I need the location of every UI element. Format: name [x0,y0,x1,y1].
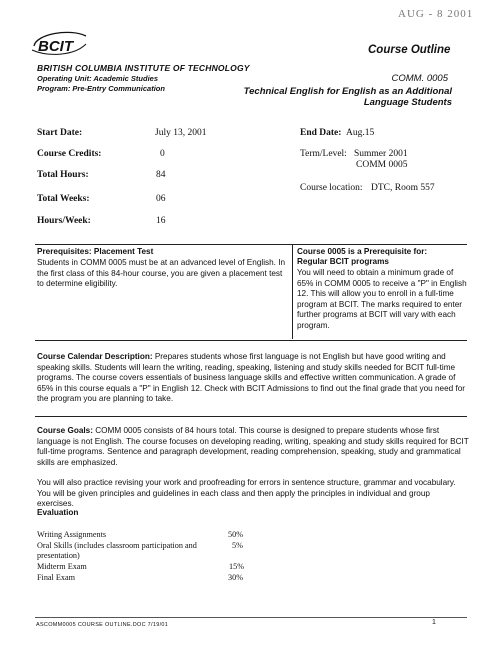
credits-label: Course Credits: [37,149,102,159]
location-label: Course location: [300,183,363,193]
total-weeks-value: 06 [156,194,166,204]
program-name: Program: Pre-Entry Communication [37,84,165,93]
prereq-for-body: You will need to obtain a minimum grade of 65% in COMM 0005 to receive a "P" in English 12. This will allow you to enroll in a full-time program at BCIT. The marks required to enter further programs at BCIT will vary with each program. [297,268,467,330]
term-course: COMM 0005 [356,160,408,170]
start-date-label: Start Date: [37,128,83,138]
prereq-for-subtitle: Regular BCIT programs [297,257,389,266]
column-divider [292,244,293,339]
eval-weight: 30% [228,573,244,582]
calendar-description [37,352,469,405]
hours-week-label: Hours/Week: [37,216,91,226]
operating-unit: Operating Unit: Academic Studies [37,74,158,83]
term-label: Term/Level: [300,149,347,159]
end-date-label: End Date: [300,128,342,138]
course-goals [37,426,469,468]
eval-item: Midterm Exam [37,562,87,571]
eval-weight: 5% [232,541,243,550]
start-date-value: July 13, 2001 [155,128,207,138]
received-date-stamp: AUG - 8 2001 [398,8,474,20]
total-hours-value: 84 [156,170,166,180]
location-value: DTC, Room 557 [371,183,435,193]
prerequisites-title: Prerequisites: Placement Test [37,247,154,256]
credits-value: 0 [160,149,165,159]
evaluation-title: Evaluation [37,508,79,517]
eval-weight: 15% [229,562,245,571]
course-title: Technical English for English as an Additional Language Students [243,86,452,108]
eval-weight: 50% [228,530,244,539]
term-value: Summer 2001 [354,149,408,159]
footer-filename: ASCOMM0005 COURSE OUTLINE.DOC 7/19/01 [36,622,169,628]
divider [35,244,467,245]
end-date-value: Aug.15 [346,128,375,138]
divider [35,416,467,417]
course-code: COMM. 0005 [391,73,448,84]
goals-practice: You will also practice revising your work and proofreading for errors in sentence structure, grammar and vocabulary. You will be given principles and guidelines in each class and then apply the principles in individual and group exercises. [37,478,456,508]
hours-week-value: 16 [156,216,166,226]
prereq-for-title: Course 0005 is a Prerequisite for: [297,247,428,256]
calendar-body: Prepares students whose first language is not English but have good writing and speaking skills. Students will learn the writing, reading, speaking, listening and study skills needed for BCIT full-time programs. The course covers essentials of business language skills and effective written communication. A grade of 65% in this course equals a "P" in English 12. Check with BCIT Admissions to find out the final grade that you need for the program you are planning to take. [37,352,466,403]
svg-text:BCIT: BCIT [38,38,73,55]
total-hours-label: Total Hours: [37,170,89,180]
divider [35,340,467,341]
eval-item: Writing Assignments [37,530,107,539]
eval-item: Final Exam [37,573,75,582]
document-title: Course Outline [368,44,451,56]
institution-name: BRITISH COLUMBIA INSTITUTE OF TECHNOLOGY [37,63,250,73]
eval-item: Oral Skills (includes classroom participation and presentation) [37,541,197,560]
prerequisites-body: Students in COMM 0005 must be at an advanced level of English. In the first class of this 84-hour course, you are given a placement test to determine eligibility. [37,258,286,288]
bcit-logo [30,30,88,58]
calendar-label: Course Calendar Description: [37,352,153,361]
total-weeks-label: Total Weeks: [37,194,90,204]
page-number: 1 [432,619,436,626]
goals-body: COMM 0005 consists of 84 hours total. This course is designed to prepare students whose first language is not English. The course focuses on developing reading, writing, speaking and study skills required for BCIT full-time programs. Sentence and paragraph development, reading comprehension, speaking, study and grammatical skills are emphasized. [37,426,469,467]
footer-rule [35,617,467,618]
goals-label: Course Goals: [37,426,93,435]
